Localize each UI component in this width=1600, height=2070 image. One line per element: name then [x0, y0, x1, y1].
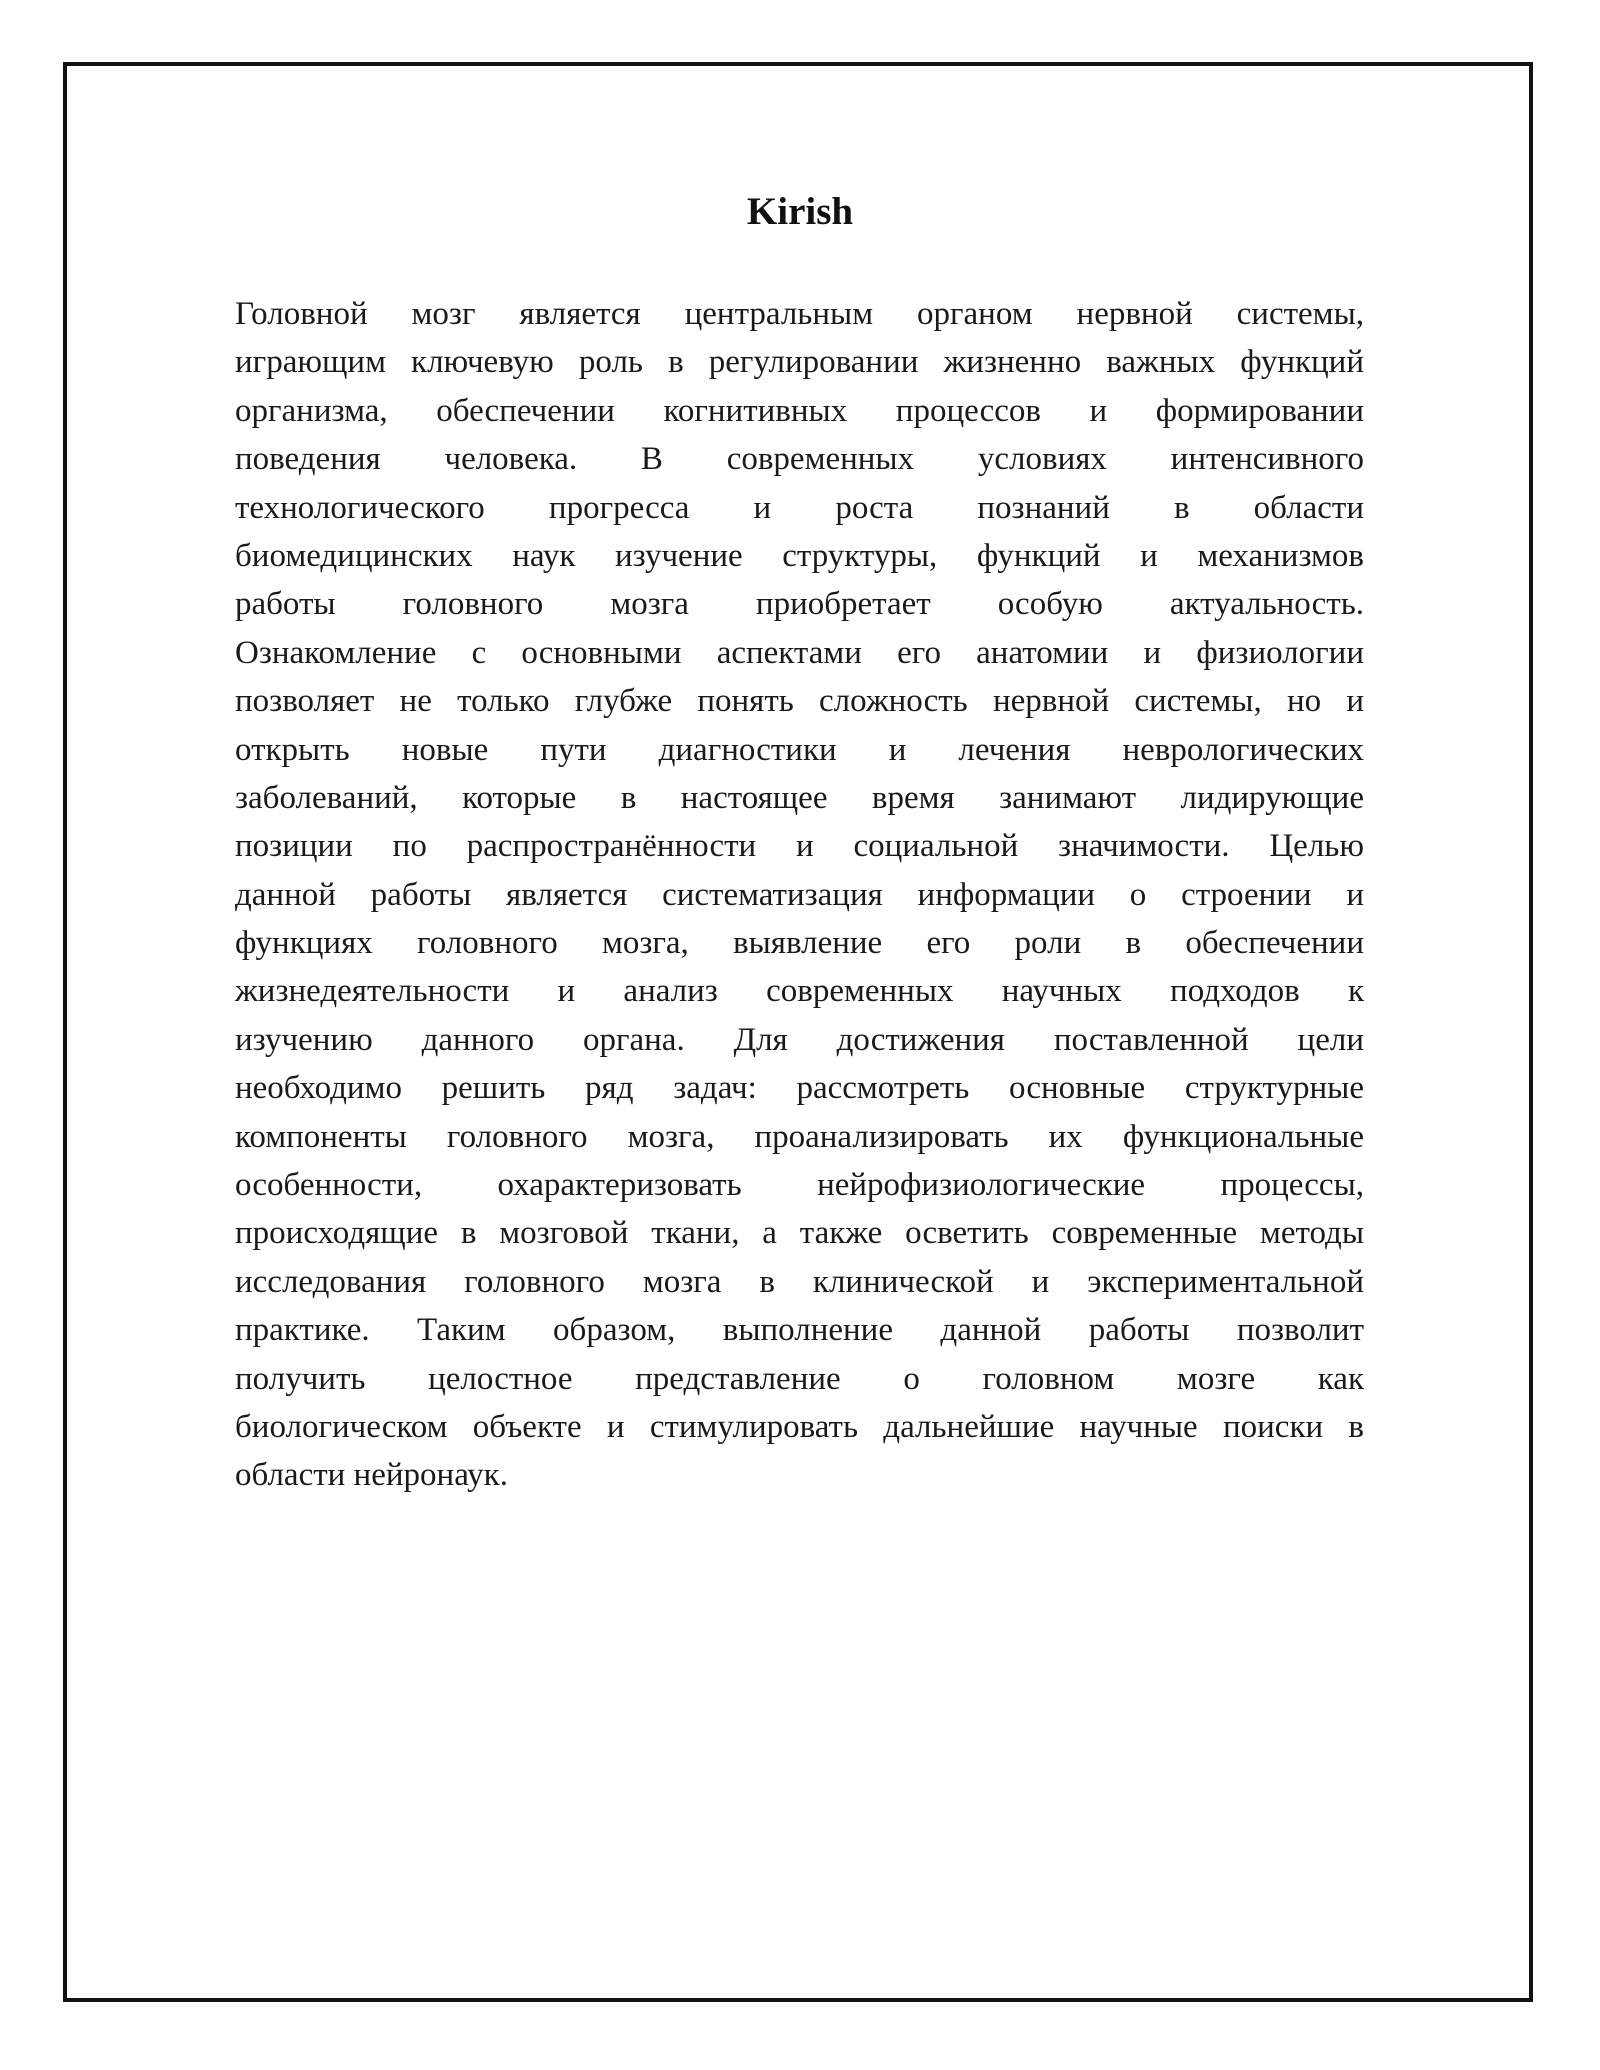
document-title: Kirish — [746, 190, 854, 233]
body-line: открыть новые пути диагностики и лечения неврологических — [235, 731, 1364, 768]
body-line: Головной мозг является центральным органом нервной системы, — [235, 296, 1364, 332]
body-line: организма, обеспечении когнитивных процессов и формировании — [235, 392, 1364, 429]
body-line: Ознакомление с основными аспектами его анатомии и физиологии — [235, 634, 1364, 671]
body-line: поведения человека. В современных условиях интенсивного — [235, 441, 1364, 478]
body-line: компоненты головного мозга, проанализировать их функциональные — [235, 1118, 1364, 1155]
body-line: работы головного мозга приобретает особую актуальность. — [235, 586, 1364, 623]
body-line: играющим ключевую роль в регулировании жизненно важных функций — [235, 344, 1364, 381]
body-line: функциях головного мозга, выявление его роли в обеспечении — [235, 925, 1364, 962]
body-line: биологическом объекте и стимулировать дальнейшие научные поиски в — [235, 1408, 1364, 1445]
body-line: особенности, охарактеризовать нейрофизиологические процессы, — [235, 1167, 1364, 1204]
body-line: получить целостное представление о головном мозге как — [235, 1360, 1364, 1397]
body-line: данной работы является систематизация информации о строении и — [235, 876, 1364, 913]
body-line: позиции по распространённости и социальной значимости. Целью — [235, 828, 1364, 865]
body-line: изучению данного органа. Для достижения поставленной цели — [235, 1021, 1364, 1058]
body-line: жизнедеятельности и анализ современных научных подходов к — [235, 973, 1364, 1010]
body-line: необходимо решить ряд задач: рассмотреть основные структурные — [235, 1070, 1364, 1107]
document-body — [235, 290, 1364, 1500]
body-line: практике. Таким образом, выполнение данной работы позволит — [235, 1312, 1364, 1349]
body-line: происходящие в мозговой ткани, а также осветить современные методы — [235, 1215, 1364, 1252]
body-line: биомедицинских наук изучение структуры, функций и механизмов — [235, 537, 1364, 574]
body-line: позволяет не только глубже понять сложность нервной системы, но и — [235, 683, 1364, 720]
body-line-last: области нейронаук. — [235, 1457, 508, 1494]
body-line: исследования головного мозга в клинической и экспериментальной — [235, 1263, 1364, 1300]
body-line: технологического прогресса и роста познаний в области — [235, 489, 1364, 526]
body-line: заболеваний, которые в настоящее время занимают лидирующие — [235, 779, 1364, 816]
